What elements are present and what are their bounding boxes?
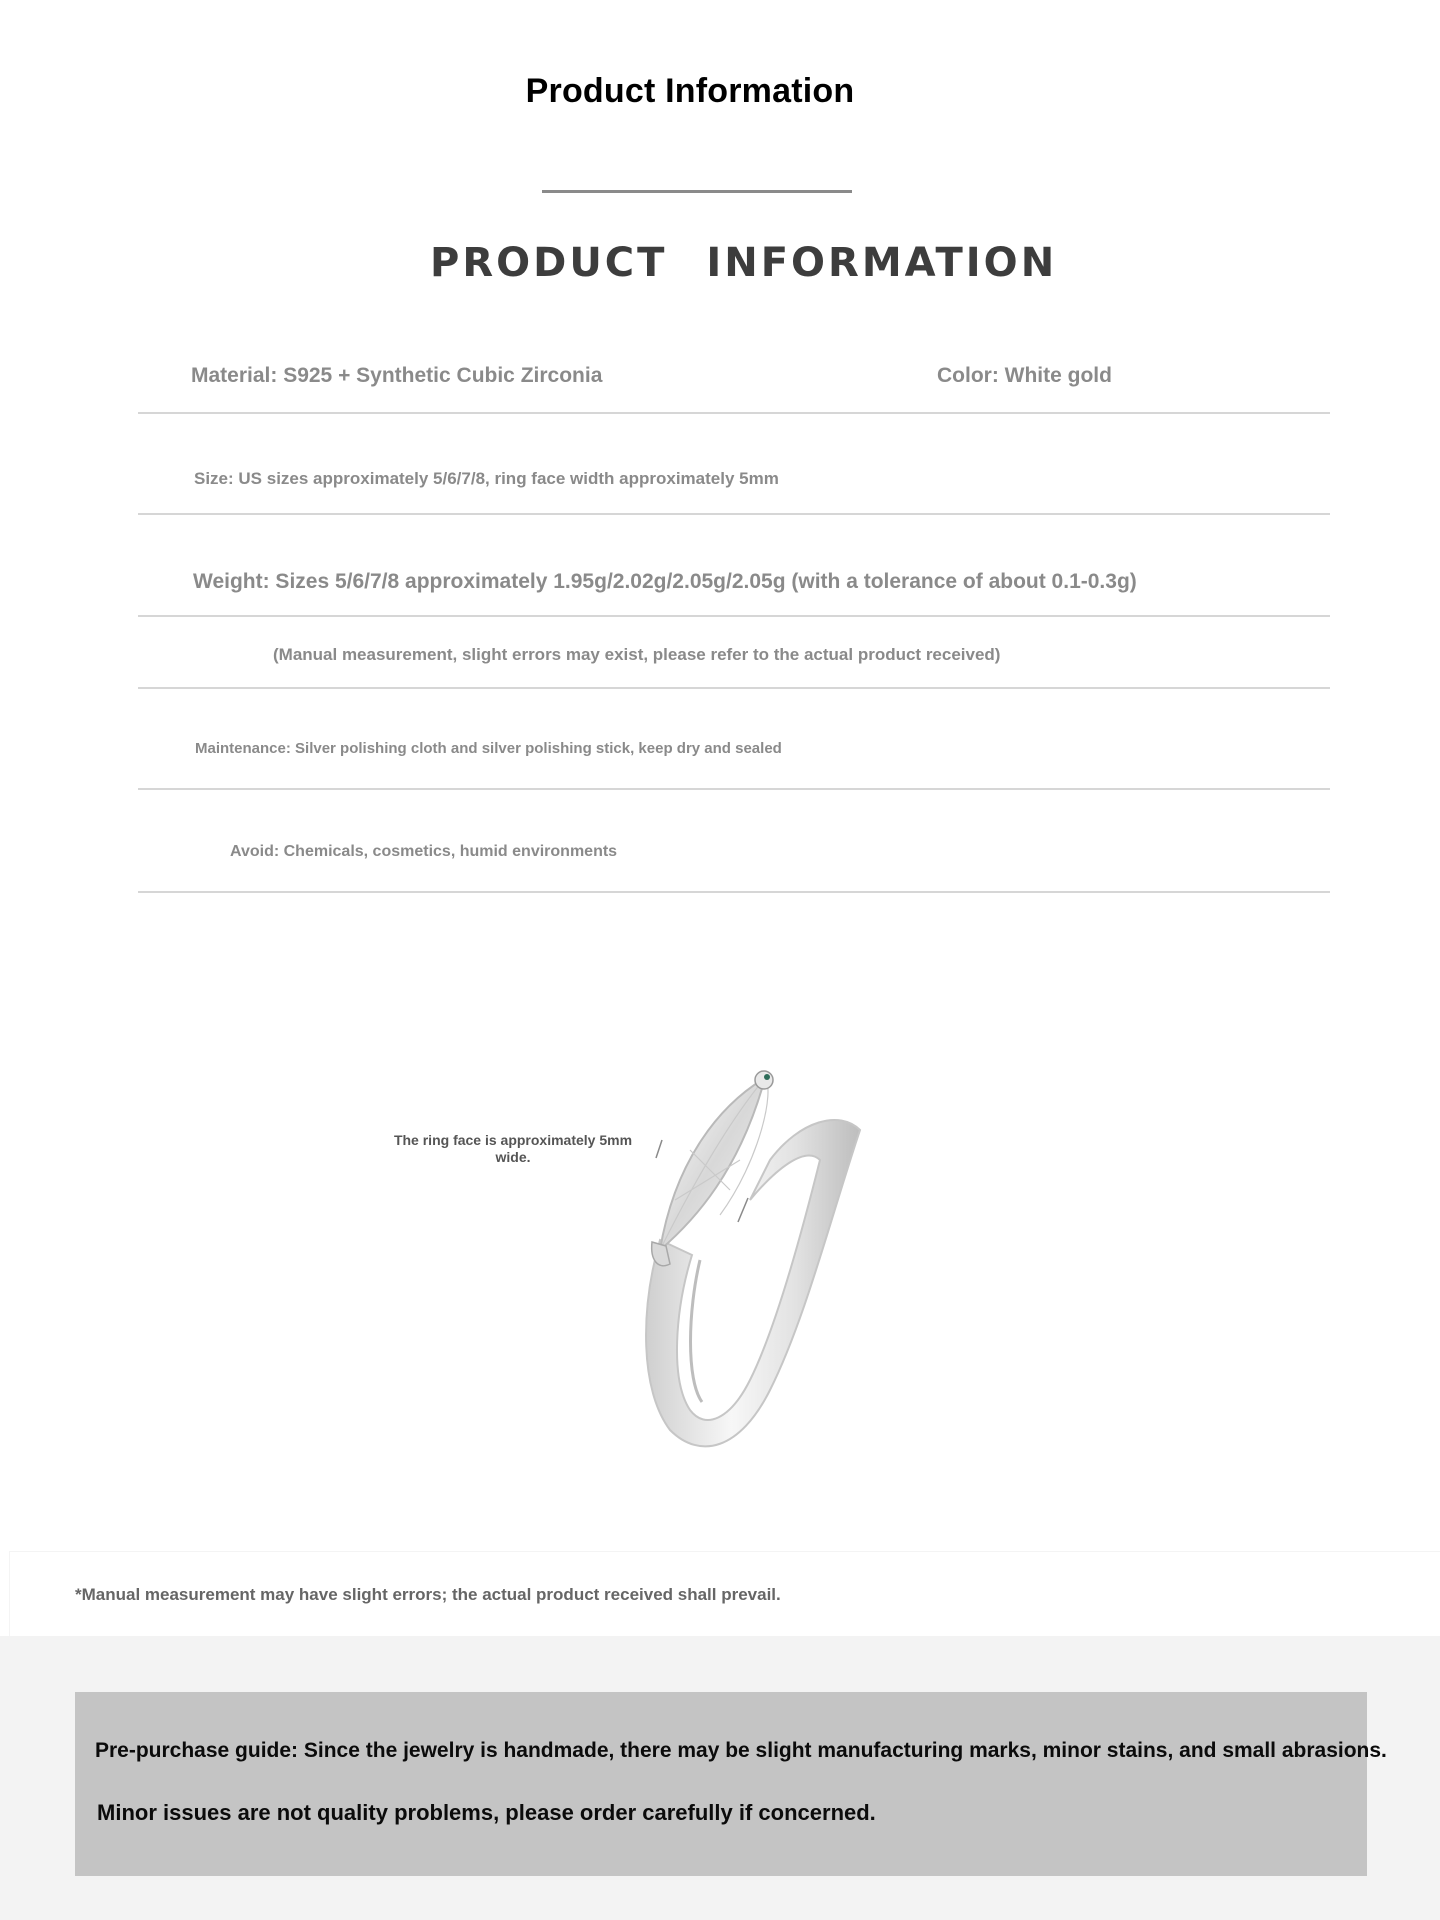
ring-caption: The ring face is approximately 5mm wide.	[393, 1132, 633, 1165]
spec-maintenance: Maintenance: Silver polishing cloth and silver polishing stick, keep dry and sealed	[195, 740, 782, 757]
row-divider	[138, 788, 1330, 790]
spec-material: Material: S925 + Synthetic Cubic Zirconia	[191, 364, 603, 387]
spec-measurement-note: (Manual measurement, slight errors may exist, please refer to the actual product received)	[273, 645, 1001, 664]
section-heading: PRODUCT INFORMATION	[430, 240, 1058, 286]
footnote: *Manual measurement may have slight errors; the actual product received shall prevail.	[75, 1585, 781, 1604]
row-divider	[138, 513, 1330, 515]
title-divider	[542, 190, 852, 193]
page-title: Product Information	[525, 72, 855, 110]
spec-size: Size: US sizes approximately 5/6/7/8, ring face width approximately 5mm	[194, 469, 779, 488]
row-divider	[138, 687, 1330, 689]
row-divider	[138, 412, 1330, 414]
guide-line-1: Pre-purchase guide: Since the jewelry is handmade, there may be slight manufacturing marks, minor stains, and small abrasions.	[95, 1739, 1387, 1762]
ring-icon	[600, 1050, 920, 1470]
spec-weight: Weight: Sizes 5/6/7/8 approximately 1.95g/2.02g/2.05g/2.05g (with a tolerance of about 0.1-0.3g)	[193, 570, 1137, 593]
guide-line-2: Minor issues are not quality problems, please order carefully if concerned.	[97, 1800, 876, 1825]
spec-color: Color: White gold	[937, 364, 1112, 387]
row-divider	[138, 891, 1330, 893]
spec-avoid: Avoid: Chemicals, cosmetics, humid environments	[230, 843, 618, 860]
ring-product-image	[600, 1050, 920, 1470]
guide-box	[75, 1692, 1367, 1876]
row-divider	[138, 615, 1330, 617]
